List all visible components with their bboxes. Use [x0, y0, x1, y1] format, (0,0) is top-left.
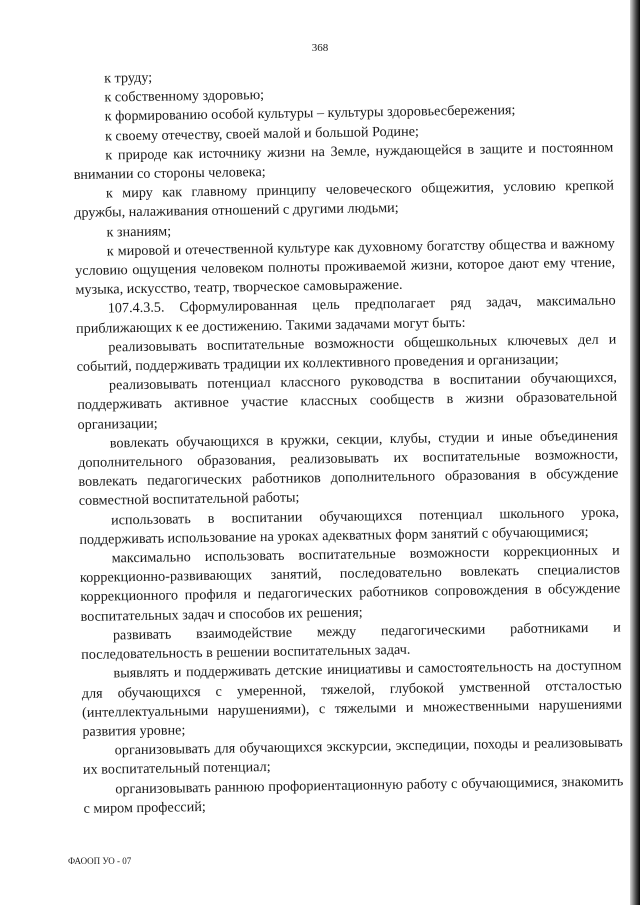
body-paragraph: к знаниям;	[106, 223, 172, 241]
body-paragraph: организовывать раннюю профориентационную работу с обучающимися, знакомить с миром профессий;	[83, 772, 624, 817]
body-paragraph: вовлекать обучающихся в кружки, секции, клубы, студии и иные объединения дополнительного образования, реализовывать их воспитательные возможности, вовлекать педагогических работников дополнительного образования в обсуждение совместной воспитательной работы;	[78, 427, 619, 510]
body-paragraph: к своему отечеству, своей малой и большой Родине;	[104, 123, 420, 145]
body-paragraph: к мировой и отечественной культуре как духовному богатству общества и важному условию ощущения человеком полноты проживаемой жизни, которое дают ему чтение, музыка, искусство, театр, творческое самовыражение.	[75, 235, 616, 299]
body-paragraph: развивать взаимодействие между педагогическими работниками и последовательность в решении воспитательных задач.	[81, 619, 621, 664]
body-paragraph: к миру как главному принципу человеческого общежития, условию крепкой дружбы, налаживания отношений с другими людьми;	[74, 177, 615, 222]
body-paragraph: использовать в воспитании обучающихся потенциал школьного урока, поддерживать использование на уроках адекватных форм занятий с обучающимися;	[79, 504, 620, 548]
document-code: ФАООП УО - 07	[68, 856, 132, 866]
scan-edge-shadow	[630, 0, 640, 905]
body-paragraph: выявлять и поддерживать детские инициативы и самостоятельность на доступном для обучающихся с умеренной, тяжелой, глубокой умственной отсталостью (интеллектуальными нарушениями), с тяжелыми и множественными нарушениями развития уровне;	[81, 657, 623, 740]
body-paragraph: реализовывать воспитательные возможности общешкольных ключевых дел и событий, поддерживать традиции их коллективного проведения и организации;	[76, 331, 617, 376]
body-paragraph: организовывать для обучающихся экскурсии, экспедиции, походы и реализовывать их воспитательный потенциал;	[82, 734, 623, 779]
body-paragraph: реализовывать потенциал классного руководства в воспитании обучающихся, поддерживать активное участие классных сообществ в жизни образовательной организации;	[77, 369, 618, 433]
body-paragraph: максимально использовать воспитательные возможности коррекционных и коррекционно-развивающих занятий, последовательно вовлекать специалистов коррекционного профиля и педагогических работников сопровождения в обсуждение воспитательных задач и способов их решения;	[79, 542, 621, 625]
body-paragraph: к собственному здоровью;	[104, 87, 265, 106]
body-paragraph: к труду;	[104, 69, 153, 87]
body-paragraph: к природе как источнику жизни на Земле, нуждающейся в защите и постоянном внимании со стороны человека;	[73, 139, 614, 184]
page-number: 368	[311, 42, 329, 54]
document-body	[72, 62, 624, 819]
body-paragraph: к формированию особой культуры – культуры здоровьесбережения;	[104, 102, 516, 125]
body-paragraph: 107.4.3.5. Сформулированная цель предполагает ряд задач, максимально приближающих к ее достижению. Такими задачами могут быть:	[75, 292, 616, 337]
